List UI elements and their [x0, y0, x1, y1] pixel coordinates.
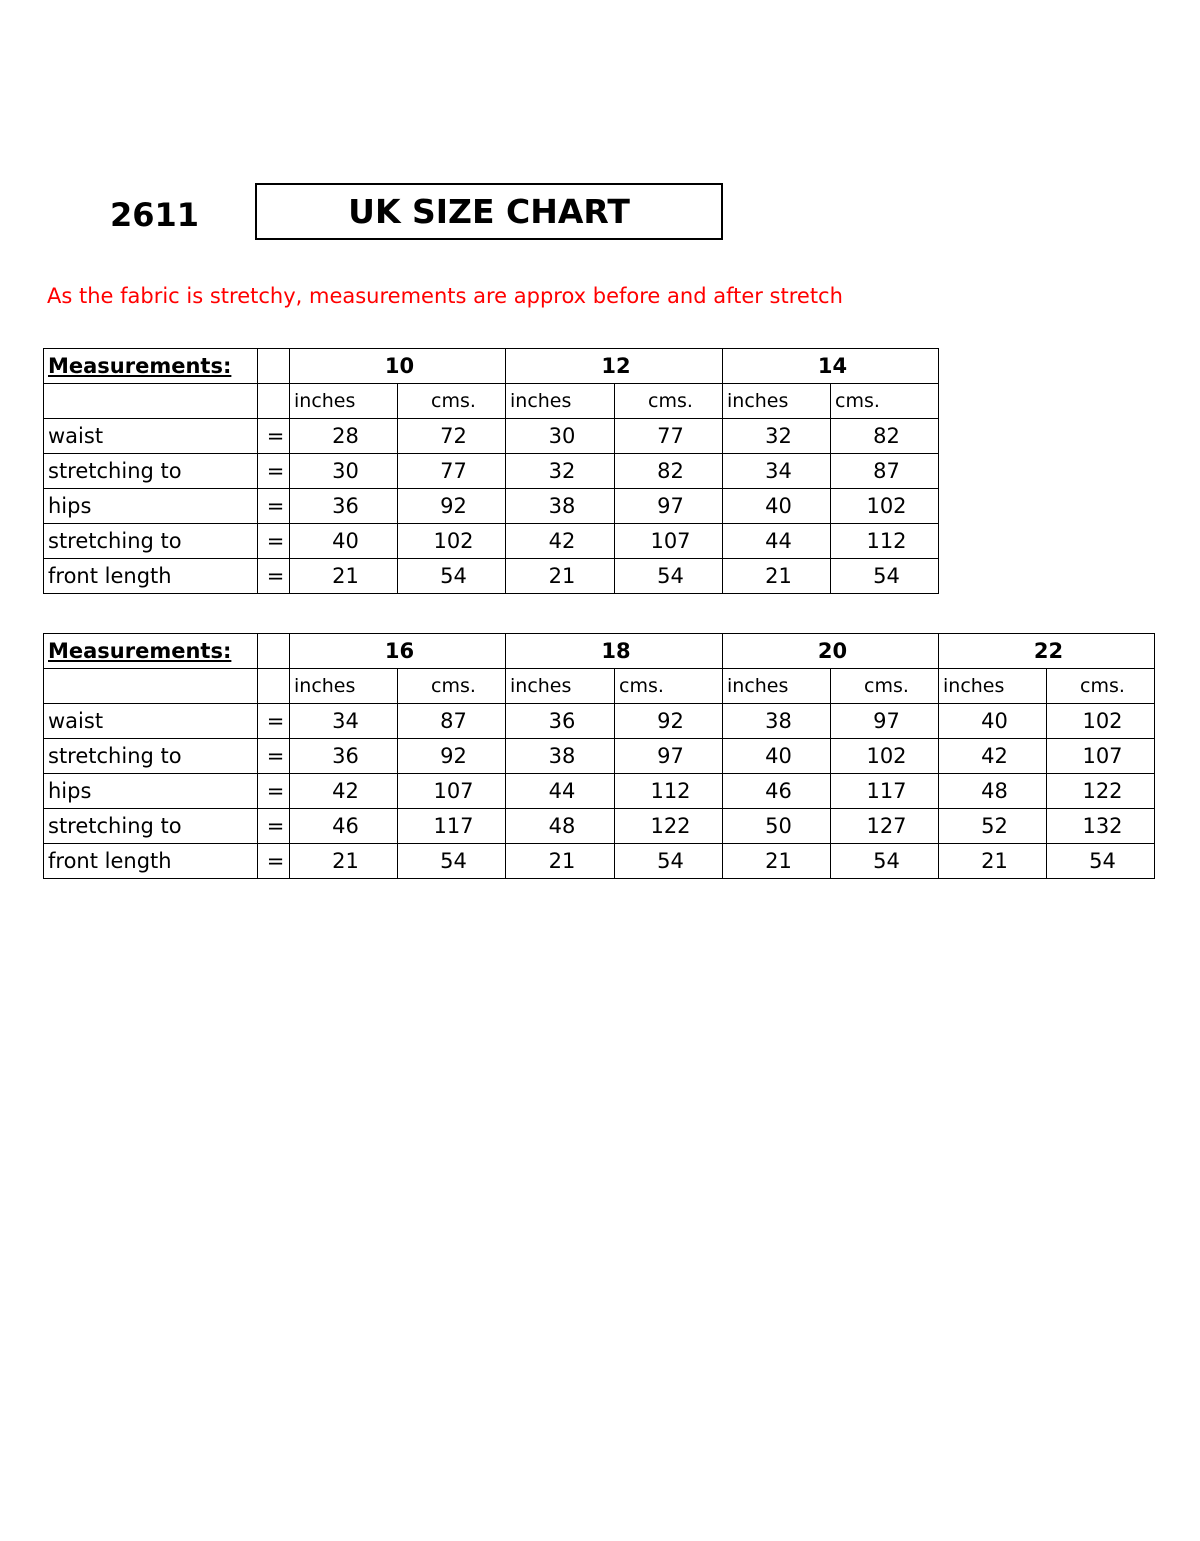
row-label: waist: [44, 704, 258, 739]
value-cell: 77: [615, 419, 723, 454]
value-cell: 30: [506, 419, 615, 454]
value-cell: 40: [723, 489, 831, 524]
value-cell: 102: [831, 489, 939, 524]
stretch-note: As the fabric is stretchy, measurements are approx before and after stretch: [47, 284, 843, 308]
table-row: [44, 704, 1155, 739]
value-cell: 102: [398, 524, 506, 559]
unit-header: inches: [506, 669, 615, 704]
unit-header: cms.: [831, 384, 939, 419]
page-title-text: UK SIZE CHART: [348, 192, 630, 231]
equals-sign: =: [258, 454, 290, 489]
equals-sign: =: [258, 419, 290, 454]
value-cell: 122: [615, 809, 723, 844]
value-cell: 21: [290, 559, 398, 594]
value-cell: 72: [398, 419, 506, 454]
size-header: 22: [939, 634, 1155, 669]
unit-header: inches: [506, 384, 615, 419]
value-cell: 21: [939, 844, 1047, 879]
value-cell: 32: [506, 454, 615, 489]
equals-sign: =: [258, 774, 290, 809]
value-cell: 132: [1047, 809, 1155, 844]
size-header: 10: [290, 349, 506, 384]
value-cell: 40: [290, 524, 398, 559]
table-row: [44, 524, 939, 559]
row-label: stretching to: [44, 809, 258, 844]
unit-header: cms.: [615, 669, 723, 704]
unit-header-row: [44, 669, 1155, 704]
value-cell: 54: [831, 559, 939, 594]
table-row: [44, 454, 939, 489]
value-cell: 92: [398, 489, 506, 524]
value-cell: 42: [939, 739, 1047, 774]
value-cell: 97: [615, 739, 723, 774]
equals-sign: =: [258, 809, 290, 844]
row-label: front length: [44, 559, 258, 594]
table-row: [44, 559, 939, 594]
value-cell: 52: [939, 809, 1047, 844]
value-cell: 42: [506, 524, 615, 559]
size-header-row: [44, 349, 939, 384]
value-cell: 54: [1047, 844, 1155, 879]
row-label: stretching to: [44, 739, 258, 774]
value-cell: 21: [723, 559, 831, 594]
value-cell: 102: [831, 739, 939, 774]
value-cell: 46: [723, 774, 831, 809]
value-cell: 82: [615, 454, 723, 489]
unit-header: inches: [290, 669, 398, 704]
value-cell: 117: [831, 774, 939, 809]
value-cell: 36: [290, 739, 398, 774]
size-header: 18: [506, 634, 723, 669]
value-cell: 50: [723, 809, 831, 844]
value-cell: 122: [1047, 774, 1155, 809]
value-cell: 34: [290, 704, 398, 739]
value-cell: 36: [290, 489, 398, 524]
blank-cell: [44, 669, 258, 704]
unit-header: cms.: [831, 669, 939, 704]
table-row: [44, 809, 1155, 844]
blank-cell: [258, 384, 290, 419]
equals-sign: =: [258, 844, 290, 879]
value-cell: 38: [723, 704, 831, 739]
unit-header: inches: [290, 384, 398, 419]
value-cell: 44: [723, 524, 831, 559]
value-cell: 40: [723, 739, 831, 774]
value-cell: 107: [398, 774, 506, 809]
value-cell: 42: [290, 774, 398, 809]
row-label: stretching to: [44, 524, 258, 559]
unit-header: cms.: [1047, 669, 1155, 704]
size-header: 12: [506, 349, 723, 384]
row-label: waist: [44, 419, 258, 454]
table-row: [44, 774, 1155, 809]
value-cell: 28: [290, 419, 398, 454]
value-cell: 38: [506, 739, 615, 774]
value-cell: 40: [939, 704, 1047, 739]
value-cell: 48: [506, 809, 615, 844]
size-header: 16: [290, 634, 506, 669]
value-cell: 34: [723, 454, 831, 489]
value-cell: 46: [290, 809, 398, 844]
value-cell: 30: [290, 454, 398, 489]
value-cell: 107: [1047, 739, 1155, 774]
unit-header: cms.: [398, 669, 506, 704]
row-label: hips: [44, 489, 258, 524]
value-cell: 87: [398, 704, 506, 739]
value-cell: 92: [615, 704, 723, 739]
value-cell: 112: [831, 524, 939, 559]
unit-header: cms.: [398, 384, 506, 419]
page-title: [255, 183, 723, 240]
value-cell: 54: [831, 844, 939, 879]
table-row: [44, 844, 1155, 879]
size-header: 14: [723, 349, 939, 384]
value-cell: 38: [506, 489, 615, 524]
value-cell: 117: [398, 809, 506, 844]
value-cell: 112: [615, 774, 723, 809]
value-cell: 54: [398, 559, 506, 594]
table-row: [44, 739, 1155, 774]
equals-sign: =: [258, 704, 290, 739]
value-cell: 54: [398, 844, 506, 879]
size-table-2: [43, 633, 1155, 879]
value-cell: 87: [831, 454, 939, 489]
equals-sign: =: [258, 559, 290, 594]
value-cell: 82: [831, 419, 939, 454]
value-cell: 107: [615, 524, 723, 559]
unit-header: inches: [723, 669, 831, 704]
value-cell: 36: [506, 704, 615, 739]
value-cell: 21: [506, 844, 615, 879]
blank-cell: [44, 384, 258, 419]
size-header-row: [44, 634, 1155, 669]
value-cell: 48: [939, 774, 1047, 809]
value-cell: 97: [831, 704, 939, 739]
unit-header: inches: [939, 669, 1047, 704]
equals-sign: =: [258, 524, 290, 559]
size-table-1: [43, 348, 939, 594]
unit-header: inches: [723, 384, 831, 419]
unit-header: cms.: [615, 384, 723, 419]
measurements-header: Measurements:: [44, 349, 258, 384]
equals-header-cell: [258, 349, 290, 384]
row-label: hips: [44, 774, 258, 809]
measurements-header: Measurements:: [44, 634, 258, 669]
value-cell: 127: [831, 809, 939, 844]
size-header: 20: [723, 634, 939, 669]
blank-cell: [258, 669, 290, 704]
equals-sign: =: [258, 739, 290, 774]
table-row: [44, 489, 939, 524]
row-label: stretching to: [44, 454, 258, 489]
value-cell: 92: [398, 739, 506, 774]
value-cell: 77: [398, 454, 506, 489]
value-cell: 21: [506, 559, 615, 594]
unit-header-row: [44, 384, 939, 419]
value-cell: 44: [506, 774, 615, 809]
product-code: 2611: [110, 196, 200, 234]
table-row: [44, 419, 939, 454]
value-cell: 32: [723, 419, 831, 454]
value-cell: 97: [615, 489, 723, 524]
value-cell: 54: [615, 844, 723, 879]
equals-header-cell: [258, 634, 290, 669]
value-cell: 21: [290, 844, 398, 879]
equals-sign: =: [258, 489, 290, 524]
value-cell: 21: [723, 844, 831, 879]
value-cell: 102: [1047, 704, 1155, 739]
value-cell: 54: [615, 559, 723, 594]
row-label: front length: [44, 844, 258, 879]
